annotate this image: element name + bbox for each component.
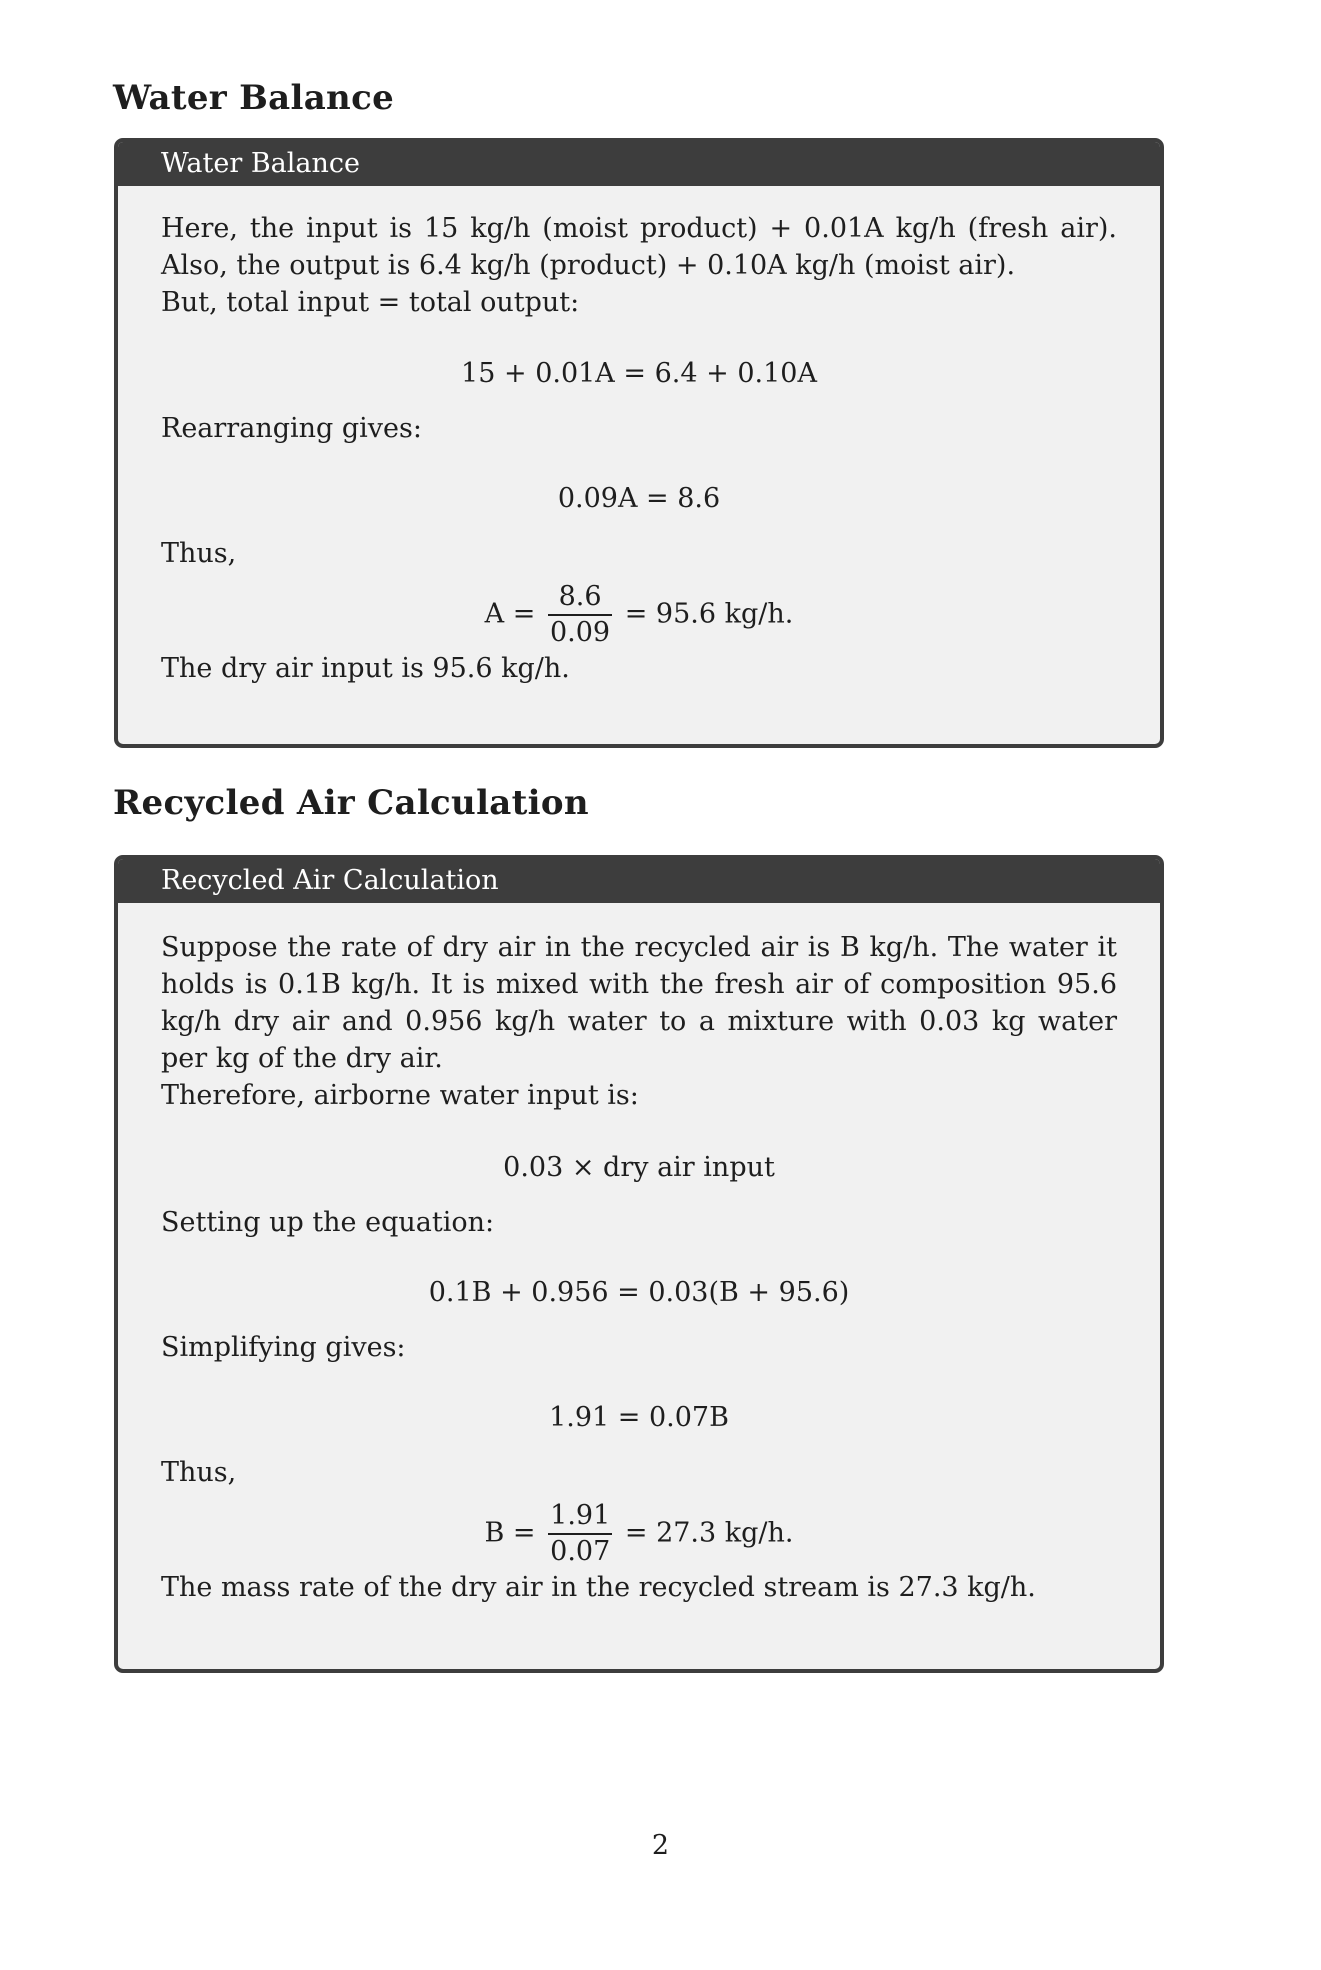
equation-lhs: B = — [484, 1517, 536, 1549]
equation: 0.03 × dry air input — [503, 1152, 775, 1183]
paragraph: Here, the input is 15 kg/h (moist product) + 0.01A kg/h (fresh air). Also, the output is 6.4 kg/h (product) + 0.10A kg/h (moist air). — [161, 213, 1117, 281]
denominator: 0.07 — [550, 1536, 611, 1567]
equation: 0.1B + 0.956 = 0.03(B + 95.6) — [428, 1277, 850, 1308]
water-balance-box — [114, 138, 1164, 748]
paragraph: Setting up the equation: — [161, 1207, 495, 1238]
equation-rhs: = 27.3 kg/h. — [624, 1517, 794, 1549]
fraction — [548, 580, 612, 650]
denominator: 0.09 — [549, 617, 611, 648]
equation: 1.91 = 0.07B — [549, 1402, 729, 1433]
equation-lhs: A = — [484, 598, 536, 630]
paragraph: Rearranging gives: — [161, 413, 422, 444]
paragraph: Simplifying gives: — [161, 1332, 406, 1363]
equation-rhs: = 95.6 kg/h. — [624, 598, 794, 630]
box-body — [118, 186, 1160, 687]
conclusion: The mass rate of the dry air in the recycled stream is 27.3 kg/h. — [161, 1572, 1036, 1603]
numerator: 1.91 — [548, 1499, 612, 1535]
fraction-equation — [161, 580, 1117, 650]
page-number: 2 — [651, 1830, 670, 1861]
equation: 15 + 0.01A = 6.4 + 0.10A — [461, 358, 817, 389]
paragraph: Thus, — [161, 1457, 237, 1488]
section-heading-recycled-air: Recycled Air Calculation — [113, 783, 589, 823]
paragraph: Thus, — [161, 538, 237, 569]
box-body — [118, 903, 1160, 1606]
recycled-air-box — [114, 855, 1164, 1673]
fraction — [548, 1499, 612, 1569]
box-title: Recycled Air Calculation — [118, 859, 1160, 903]
section-heading-water-balance: Water Balance — [113, 78, 395, 118]
paragraph: But, total input = total output: — [161, 287, 580, 318]
paragraph: Suppose the rate of dry air in the recycled air is B kg/h. The water it holds is 0.1B kg/h. It is mixed with the fresh air of composition 95.6 kg/h dry air and 0.956 kg/h water to a mixture with 0.03 kg water per kg of the dry air. — [161, 932, 1117, 1074]
numerator: 8.6 — [548, 580, 612, 616]
fraction-equation — [161, 1499, 1117, 1569]
conclusion: The dry air input is 95.6 kg/h. — [161, 653, 570, 684]
paragraph: Therefore, airborne water input is: — [161, 1080, 639, 1111]
equation: 0.09A = 8.6 — [557, 483, 721, 514]
box-title: Water Balance — [118, 142, 1160, 186]
